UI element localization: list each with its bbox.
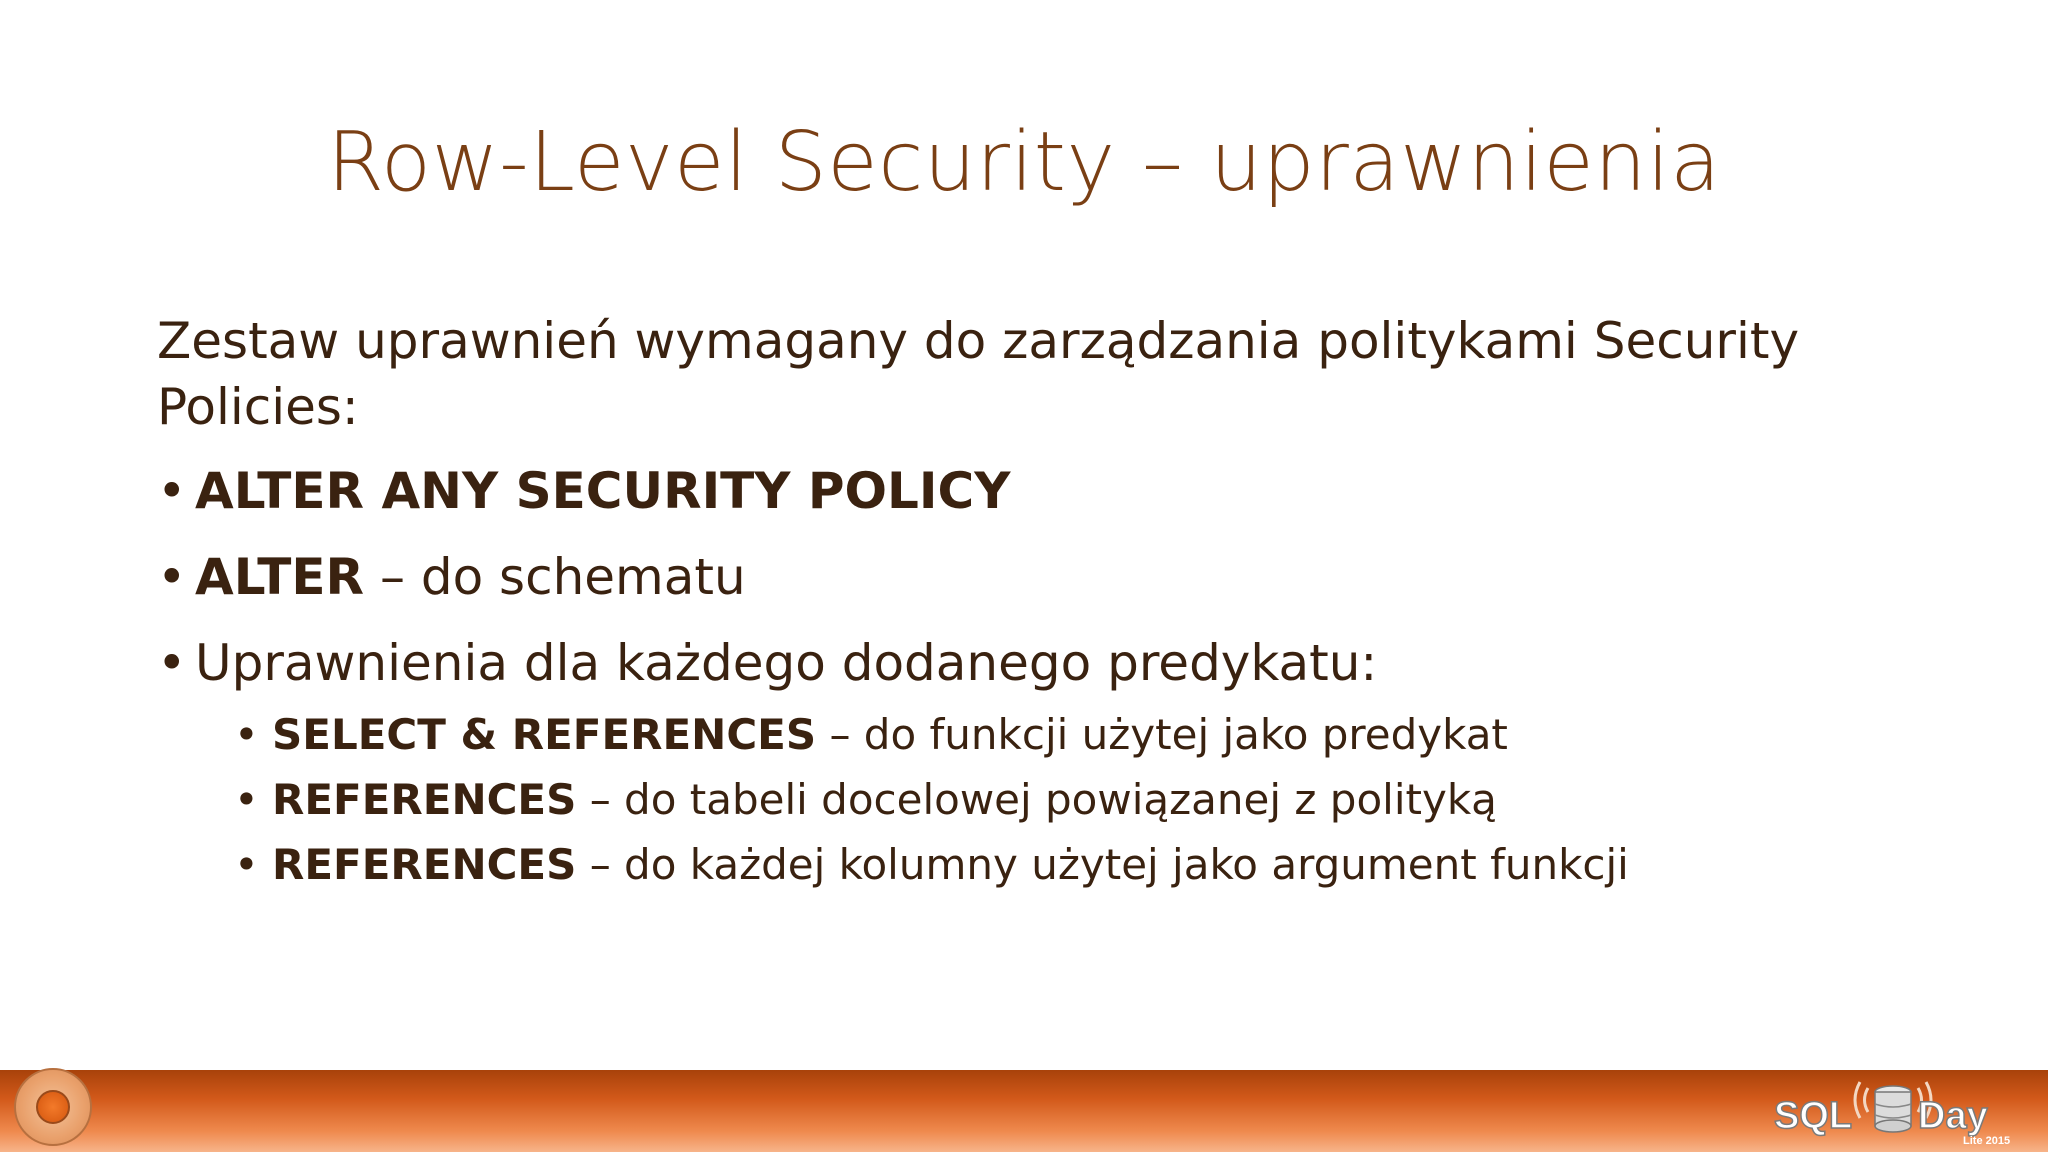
bullet-item: [157, 458, 1957, 524]
slide-body: [157, 308, 1957, 901]
sub-bullet-dot: •: [234, 840, 259, 889]
sub-bullet-bold-text: SELECT & REFERENCES: [272, 710, 817, 759]
seal-icon: [14, 1068, 92, 1146]
bullet-item: [157, 630, 1957, 696]
sub-bullet-bold-text: REFERENCES: [272, 775, 577, 824]
sqlday-logo: [1768, 1070, 2038, 1148]
sub-bullet-bold-text: REFERENCES: [272, 840, 577, 889]
sub-bullet-text: – do tabeli docelowej powiązanej z polityką: [576, 775, 1497, 824]
sub-bullet-item: [234, 706, 1957, 764]
slide-title: Row-Level Security – uprawnienia: [327, 115, 1721, 210]
footer-bar: [0, 1070, 2048, 1152]
bullet-text: – do schematu: [364, 548, 746, 606]
intro-text: Zestaw uprawnień wymagany do zarządzania politykami Security Policies:: [157, 312, 1800, 436]
seal-center-icon: [36, 1090, 70, 1124]
logo-sub-text: Lite 2015: [1963, 1135, 2011, 1147]
sub-bullet-item: [234, 836, 1957, 894]
logo-text-left: SQL: [1774, 1095, 1853, 1137]
bullet-bold-text: ALTER ANY SECURITY POLICY: [195, 462, 1011, 520]
sub-bullet-text: – do każdej kolumny użytej jako argument funkcji: [576, 840, 1629, 889]
bullet-dot: •: [157, 634, 187, 692]
sub-bullet-dot: •: [234, 710, 259, 759]
sub-bullet-text: – do funkcji użytej jako predykat: [816, 710, 1508, 759]
logo-text-right: Day: [1918, 1095, 1988, 1137]
bullet-item: [157, 544, 1957, 610]
database-icon: [1875, 1086, 1911, 1132]
bullet-bold-text: ALTER: [195, 548, 365, 606]
bullet-dot: •: [157, 462, 187, 520]
bullet-text: Uprawnienia dla każdego dodanego predykatu:: [195, 634, 1378, 692]
sub-bullet-item: [234, 771, 1957, 829]
sub-bullet-dot: •: [234, 775, 259, 824]
bullet-dot: •: [157, 548, 187, 606]
